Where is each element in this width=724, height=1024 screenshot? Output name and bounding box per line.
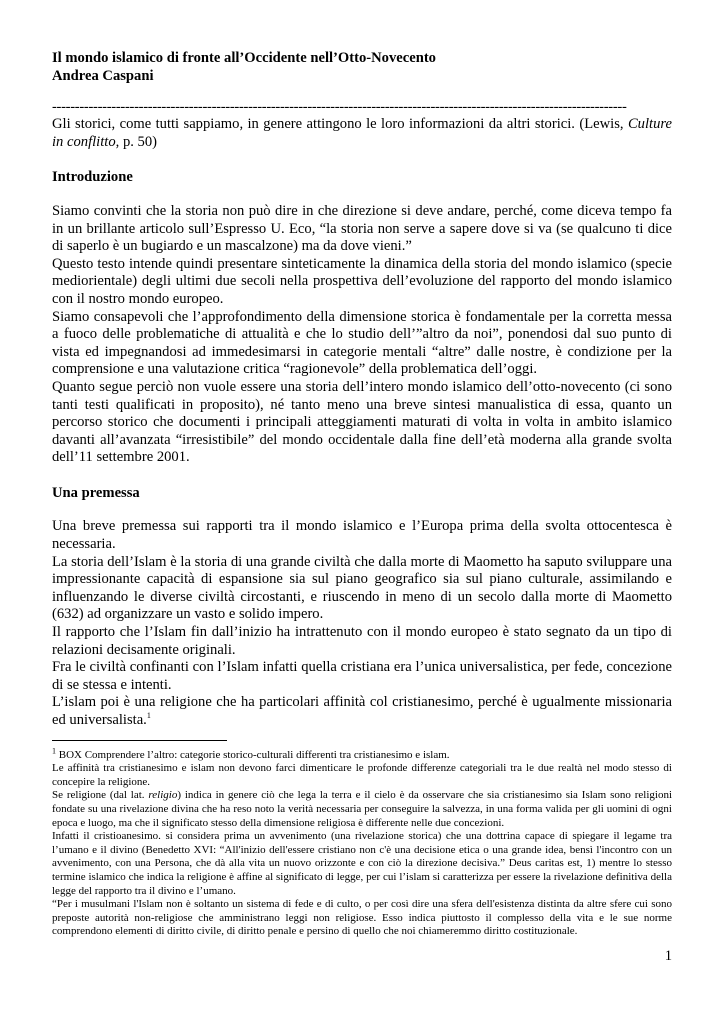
paragraph: Fra le civiltà confinanti con l’Islam infatti quella cristiana era l’unica universalistica, per fede, concezione di se stessa e intenti. [52,659,672,693]
paragraph: La storia dell’Islam è la storia di una grande civiltà che dalla morte di Maometto ha saputo sviluppare una impressionante capacità di espansione sia sul piano geografico sia sul piano culturale, assimilando e influenzando le diverse civiltà circostanti, e riuscendo in meno di un secolo dalla morte di Maometto (632) ad organizzare un vasto e solido impero. [52,553,672,623]
document-page [52,50,672,939]
paragraph: Quanto segue perciò non vuole essere una storia dell’intero mondo islamico dell’otto-novecento (ci sono tanti testi qualificati in proposito), né tanto meno una breve sintesi manualistica di essa, quanto un percorso storico che documenti i principali atteggiamenti maturati di volta in volta in ambito islamico davanti all’avanzata “irresistibile” del mondo occidentale dalla fine dell’età moderna alla grande svolta dell’11 settembre 2001. [52,378,672,466]
section-heading-premessa: Una premessa [52,484,140,501]
epigraph [52,116,672,151]
author-name: Andrea Caspani [52,67,154,84]
document-title: Il mondo islamico di fronte all’Occidente nell’Otto-Novecento [52,50,436,66]
footnote-text: ) indica in genere ciò che lega la terra e il cielo è da osservare che sia cristianesimo sia Islam sono religioni fondate su una rivelazione divina che ha reso noto la verità necessaria per conseguire la salvezza, in una forma valida per gli uomini di ogni epoca e luogo, ma che il significato stesso della dimensione religiosa è differente nelle due concezioni. [52,789,673,829]
epigraph-text: Gli storici, come tutti sappiamo, in genere attingono le loro informazioni da altri storici. (Lewis, [52,116,628,133]
footnote-paragraph [52,789,672,830]
paragraph: Siamo convinti che la storia non può dire in che direzione si deve andare, perché, come diceva tempo fa in un brillante articolo sull’Espresso U. Eco, “la storia non serve a sapere dove si va (se qualcuno ti dice di saperlo è un bugiardo e un mascalzone) ma da dove vieni.” [52,202,672,255]
paragraph: Il rapporto che l’Islam fin dall’inizio ha intrattenuto con il mondo europeo è stato segnato da un tipo di relazioni decisamente originali. [52,624,672,658]
paragraph-text: L’islam poi è una religione che ha particolari affinità col cristianesimo, perché è ugualmente missionaria ed universalista. [52,694,672,728]
footnote-box-text: BOX Comprendere l’altro: categorie storico-culturali differenti tra cristianesimo e islam. [56,748,450,761]
separator-line: ------------------------------------------------------------------------------------------------------------------------------ [52,99,627,116]
epigraph-tail: , p. 50) [115,133,158,150]
footnote-box-title [52,745,672,763]
epigraph-work: Culture in conflitto [52,116,672,150]
footnote-marker: 1 [52,745,56,755]
footnote-italic: religio [148,789,178,802]
paragraph: Siamo consapevoli che l’approfondimento della dimensione storica è fondamentale per la corretta messa a fuoco delle problematiche di attualità e che lo studio dell’”altro da noi”, ponendosi dal suo punto di vista ed impegnandosi ad immedesimarsi in categorie mentali “altre” dalle nostre, è condizione per la comprensione e una valutazione critica “ragionevole” della problematica dell’oggi. [52,308,672,378]
paragraph: Una breve premessa sui rapporti tra il mondo islamico e l’Europa prima della svolta ottocentesca è necessaria. [52,518,672,553]
footnote-text: Se religione (dal lat. [52,789,149,802]
footnotes [52,745,673,939]
footnote-ref[interactable]: 1 [146,711,151,721]
section-heading-introduzione: Introduzione [52,169,133,186]
footnote-paragraph: Le affinità tra cristianesimo e islam non devono farci dimenticare le profonde differenze categoriali tra le due realtà nel modo stesso di concepire la religione. [52,762,672,788]
footnote-divider [52,740,227,741]
footnote-paragraph: “Per i musulmani l'Islam non è soltanto un sistema di fede e di culto, o per così dire una sfera dell'esistenza distinta da altre sfere cui sono preposte autorità non-religiose che amministrano leggi non religiose. Esso indica piuttosto il complesso della vita e le sue norme comprendono elementi di diritto civile, di diritto penale e persino di quello che noi chiameremmo diritto costituzionale. [52,898,672,938]
paragraph: Questo testo intende quindi presentare sinteticamente la dinamica della storia del mondo islamico (specie mediorientale) degli ultimi due secoli nella prospettiva dell’evoluzione del rapporto del mondo islamico con il nostro mondo europeo. [52,255,672,307]
page-number: 1 [664,948,672,964]
footnote-paragraph: Infatti il cristioanesimo. si considera prima un avvenimento (una rivelazione storica) che una dottrina capace di spiegare il legame tra l’umano e il divino (Benedetto XVI: “All'inizio dell'essere cristiano non c'è una decisione etica o una grande idea, bensì l'incontro con un avvenimento, con una Persona, che dà alla vita un nuovo orizzonte e con ciò la direzione decisiva.” Deus caritas est, 1) mentre lo stesso termine islamico che indica la religione è affine al significato di legge, per cui l’islam si caratterizza per essere la rivelazione definitiva della legge del rapporto tra il divino e l’umano. [52,830,672,897]
paragraph [52,694,672,729]
